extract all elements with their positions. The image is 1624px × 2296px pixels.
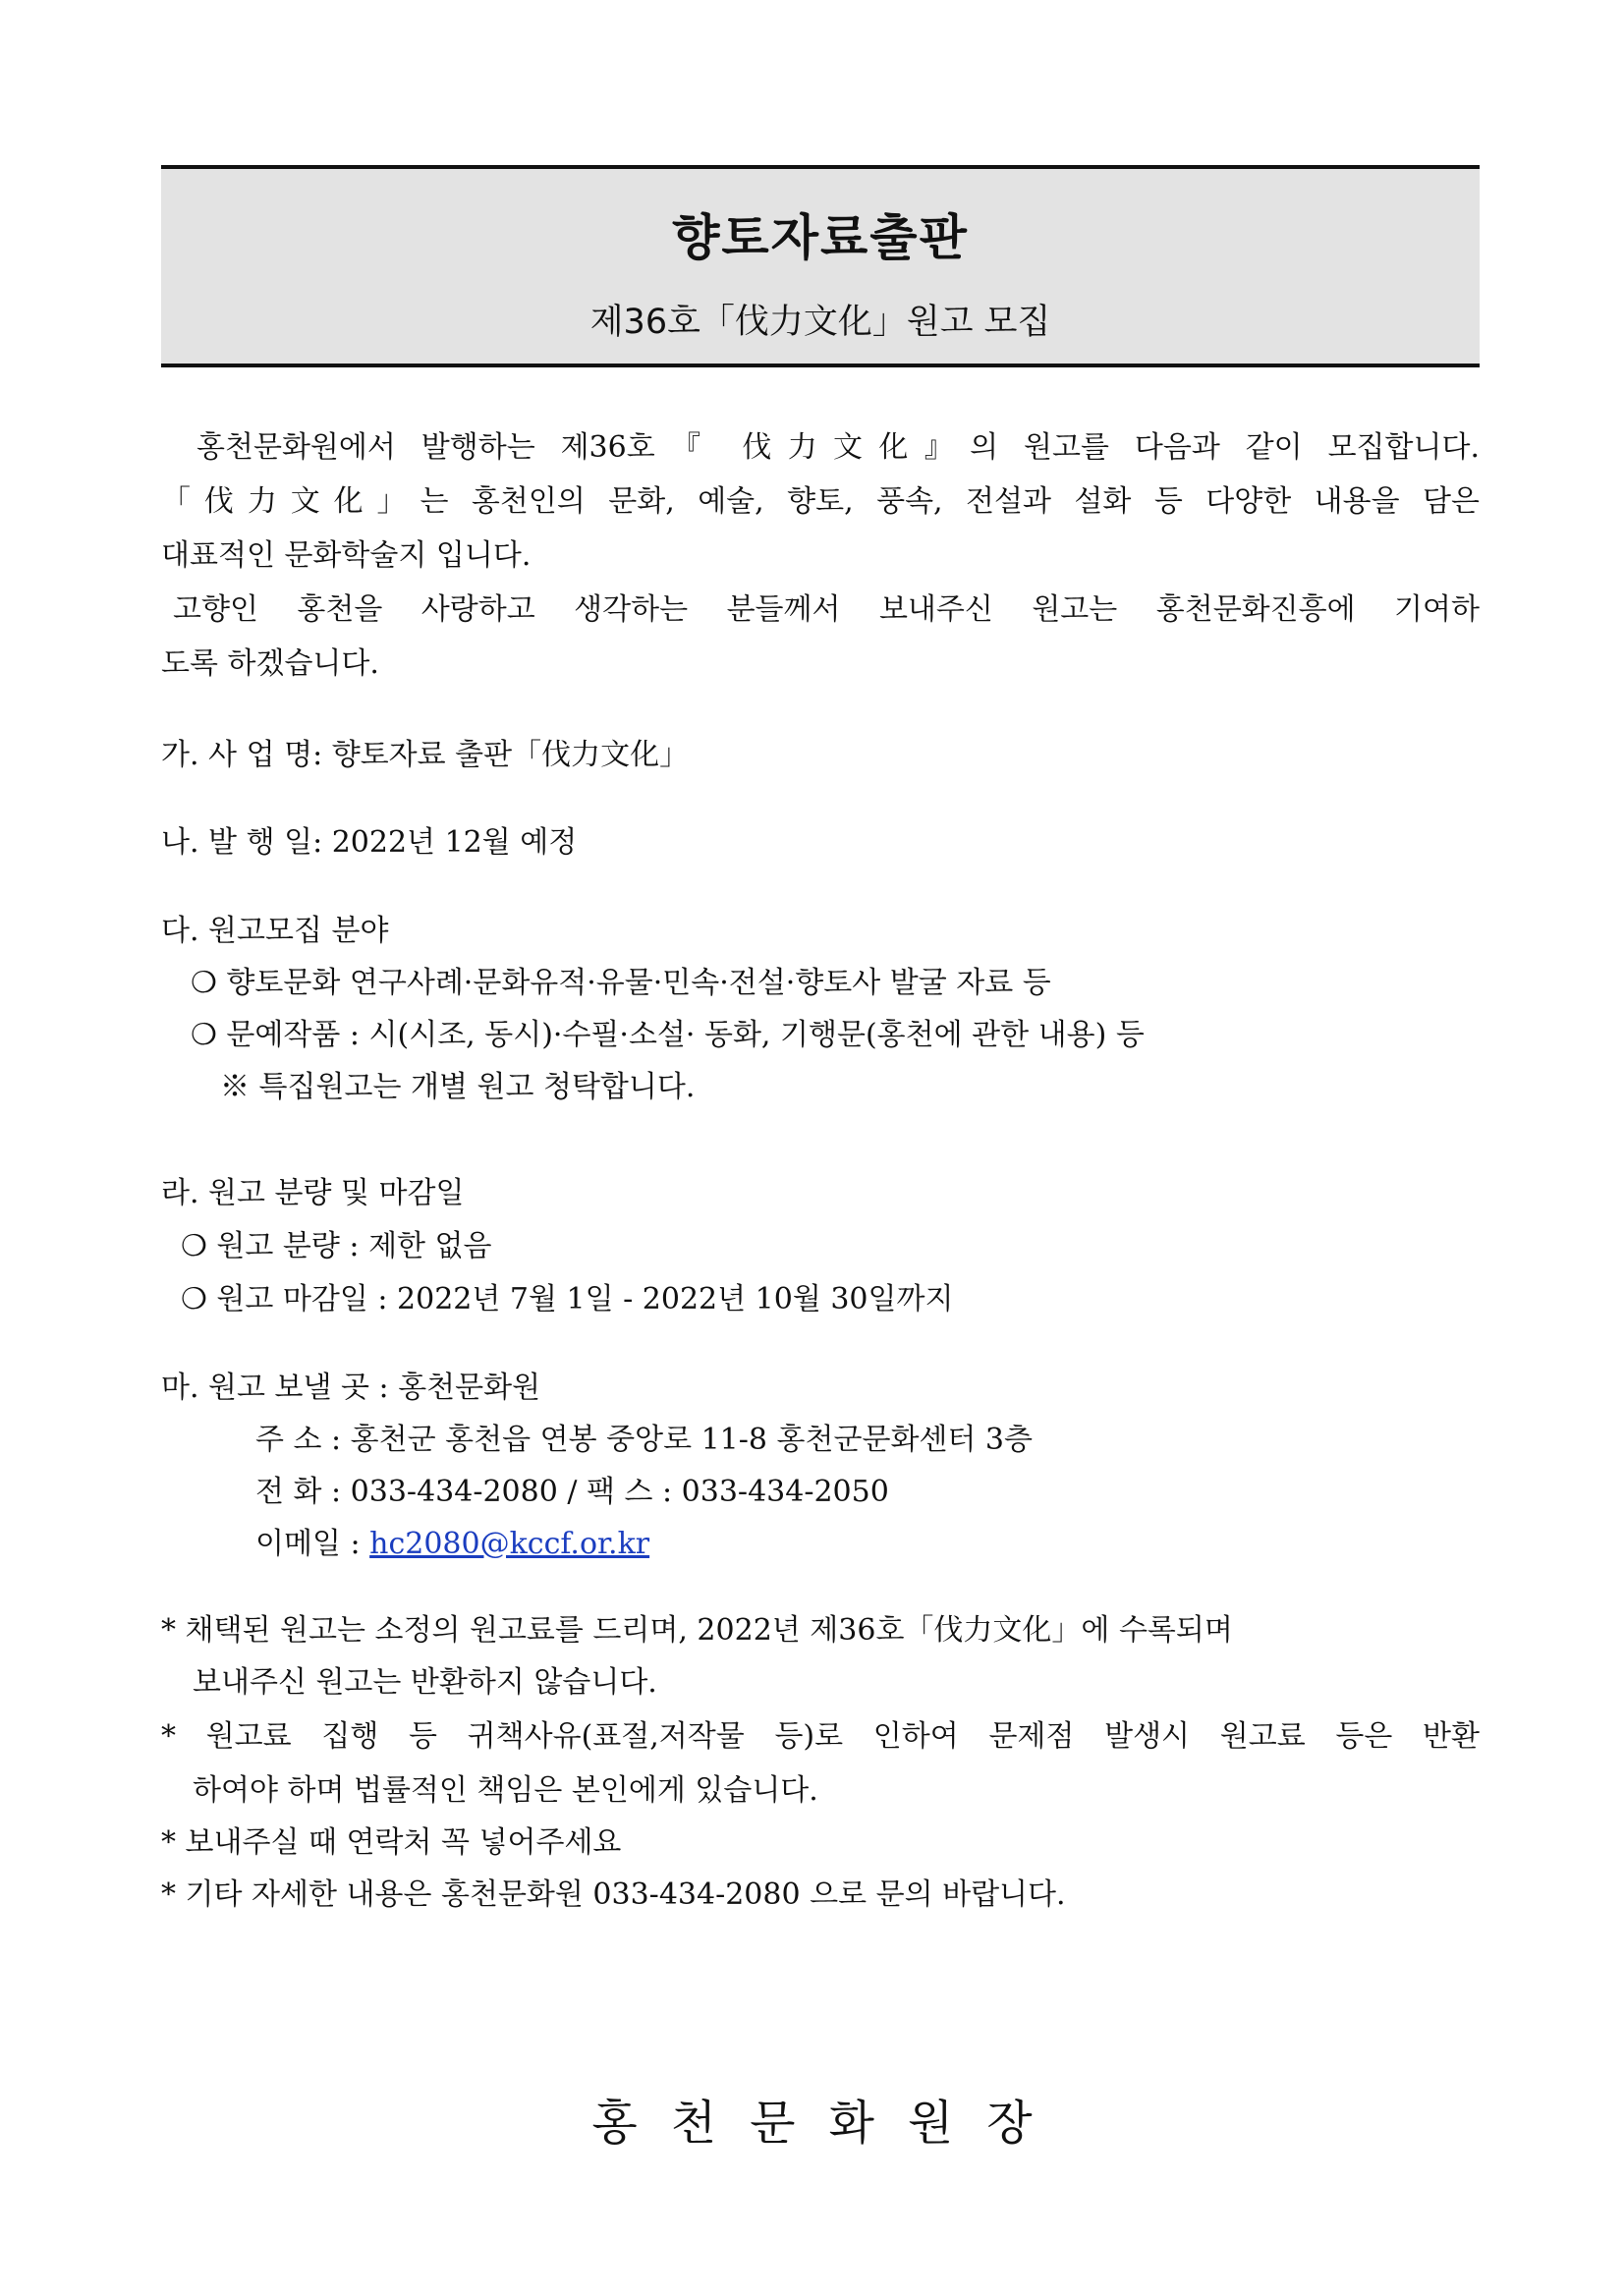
section-ma-heading: 마. 원고 보낼 곳 : 홍천문화원 bbox=[161, 1371, 541, 1405]
note-3: * 보내주실 때 연락처 꼭 넣어주세요 bbox=[161, 1825, 622, 1860]
page-title: 향토자료출판 bbox=[672, 209, 969, 266]
section-ra-item-1: ❍ 원고 분량 : 제한 없음 bbox=[181, 1229, 492, 1263]
address-line: 주 소 : 홍천군 홍천읍 연봉 중앙로 11-8 홍천군문화센터 3층 bbox=[255, 1423, 1033, 1457]
intro-line-4: 고향인 홍천을 사랑하고 생각하는 분들께서 보내주신 원고는 홍천문화진흥에 기여하 bbox=[173, 592, 1480, 627]
section-da-heading: 다. 원고모집 분야 bbox=[161, 914, 389, 948]
section-da-item-2: ❍ 문예작품 : 시(시조, 동시)·수필·소설· 동화, 기행문(홍천에 관한 내용) 등 bbox=[191, 1018, 1145, 1052]
note-1: * 채택된 원고는 소정의 원고료를 드리며, 2022년 제36호「伐力文化」에 수록되며 bbox=[161, 1613, 1233, 1648]
intro-line-5: 도록 하겠습니다. bbox=[161, 646, 379, 681]
section-ra-item-2: ❍ 원고 마감일 : 2022년 7월 1일 - 2022년 10월 30일까지 bbox=[181, 1282, 954, 1316]
section-ga: 가. 사 업 명: 향토자료 출판「伐力文化」 bbox=[161, 738, 690, 772]
section-da-note: ※ 특집원고는 개별 원고 청탁합니다. bbox=[220, 1070, 696, 1104]
section-da-item-1: ❍ 향토문화 연구사례·문화유적·유물·민속·전설·향토사 발굴 자료 등 bbox=[191, 966, 1051, 1000]
note-2: * 원고료 집행 등 귀책사유(표절,저작물 등)로 인하여 문제점 발생시 원고료 등은 반환 bbox=[161, 1719, 1480, 1754]
email-link[interactable]: hc2080@kccf.or.kr bbox=[369, 1527, 650, 1561]
note-4: * 기타 자세한 내용은 홍천문화원 033-434-2080 으로 문의 바랍니다. bbox=[161, 1877, 1066, 1912]
note-2-cont: 하여야 하며 법률적인 책임은 본인에게 있습니다. bbox=[193, 1773, 818, 1808]
email-label: 이메일 : bbox=[255, 1527, 370, 1561]
intro-line-2: 「伐力文化」는 홍천인의 문화, 예술, 향토, 풍속, 전설과 설화 등 다양한 내용을 담은 bbox=[161, 484, 1480, 519]
section-ra-heading: 라. 원고 분량 및 마감일 bbox=[161, 1176, 465, 1210]
page-subtitle: 제36호「伐力文化」원고 모집 bbox=[589, 303, 1051, 342]
title-banner bbox=[161, 165, 1480, 367]
email-line bbox=[255, 1527, 649, 1562]
note-1-cont: 보내주신 원고는 반환하지 않습니다. bbox=[193, 1665, 657, 1700]
phone-fax-line: 전 화 : 033-434-2080 / 팩 스 : 033-434-2050 bbox=[255, 1475, 889, 1509]
intro-line-3: 대표적인 문화학술지 입니다. bbox=[161, 538, 532, 573]
section-na: 나. 발 행 일: 2022년 12월 예정 bbox=[161, 825, 578, 860]
intro-line-1: 홍천문화원에서 발행하는 제36호『 伐力文化』의 원고를 다음과 같이 모집합니다. bbox=[196, 430, 1480, 465]
signature: 홍천문화원장 bbox=[591, 2096, 1066, 2151]
